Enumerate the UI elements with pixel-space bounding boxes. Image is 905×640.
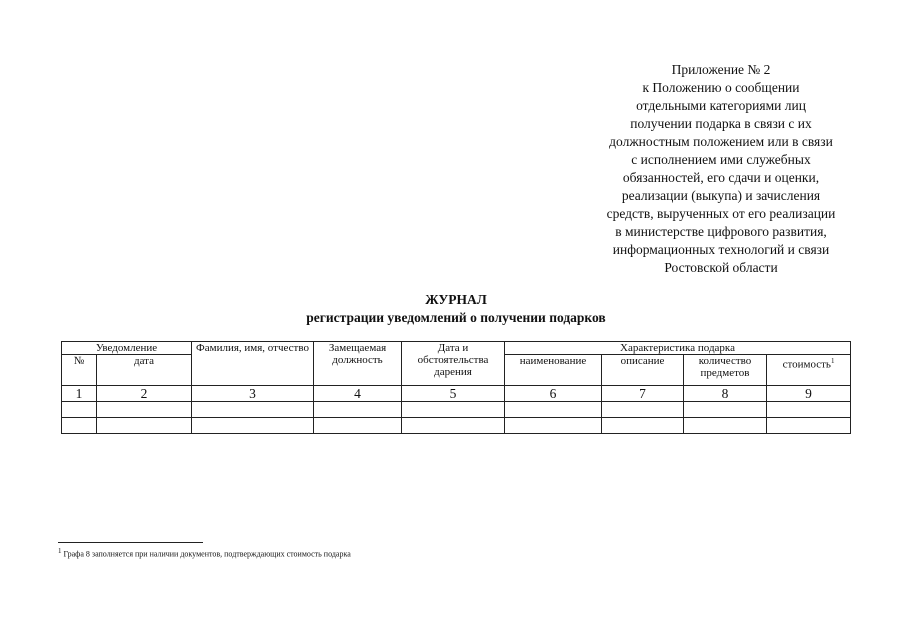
appendix-line: к Положению о сообщении <box>642 80 800 95</box>
header-date: дата <box>97 355 192 386</box>
appendix-line: с исполнением ими служебных <box>631 152 811 167</box>
table-cell <box>602 402 684 418</box>
table-row <box>62 418 851 434</box>
appendix-line: получении подарка в связи с их <box>630 116 812 131</box>
appendix-line: средств, вырученных от его реализации <box>606 206 836 221</box>
title-main: ЖУРНАЛ <box>425 292 487 307</box>
appendix-line: должностным положением или в связи <box>609 134 833 149</box>
header-position: Замещаемая должность <box>314 342 402 386</box>
table-cell <box>192 418 314 434</box>
header-cost <box>767 355 851 386</box>
table-cell <box>402 402 505 418</box>
table-cell <box>62 418 97 434</box>
footnote-mark: 1 <box>58 547 62 555</box>
header-quantity: количество предметов <box>684 355 767 386</box>
header-circumstances: Дата и обстоятельства дарения <box>402 342 505 386</box>
column-number-row <box>62 386 851 402</box>
column-number: 2 <box>97 386 192 402</box>
appendix-line: реализации (выкупа) и зачисления <box>621 188 821 203</box>
table-cell <box>505 402 602 418</box>
table-cell <box>684 402 767 418</box>
table-cell <box>192 402 314 418</box>
column-number: 1 <box>62 386 97 402</box>
footnote-ref: 1 <box>830 357 835 365</box>
column-number: 6 <box>505 386 602 402</box>
table-cell <box>97 402 192 418</box>
footnote <box>58 547 351 559</box>
appendix-note <box>570 61 872 277</box>
table-cell <box>314 402 402 418</box>
header-description: описание <box>602 355 684 386</box>
column-number: 9 <box>767 386 851 402</box>
gift-registration-table <box>61 341 851 434</box>
table-cell <box>505 418 602 434</box>
header-gift-characteristics: Характеристика подарка <box>505 342 851 355</box>
table-cell <box>767 418 851 434</box>
column-number: 8 <box>684 386 767 402</box>
header-number: № <box>62 355 97 386</box>
table-cell <box>402 418 505 434</box>
table-cell <box>684 418 767 434</box>
column-number: 7 <box>602 386 684 402</box>
table-cell <box>314 418 402 434</box>
title-sub: регистрации уведомлений о получении подарков <box>306 310 606 325</box>
table-cell <box>767 402 851 418</box>
appendix-line: в министерстве цифрового развития, <box>615 224 827 239</box>
table-cell <box>602 418 684 434</box>
table-row <box>62 402 851 418</box>
appendix-line: Приложение № 2 <box>671 62 771 77</box>
appendix-line: отдельными категориями лиц <box>636 98 806 113</box>
appendix-line: обязанностей, его сдачи и оценки, <box>622 170 820 185</box>
document-title <box>0 291 905 327</box>
footnote-text: Графа 8 заполняется при наличии документов, подтверждающих стоимость подарка <box>61 549 351 559</box>
appendix-line: Ростовской области <box>664 260 778 275</box>
header-full-name: Фамилия, имя, отчество <box>192 342 314 386</box>
footnote-divider <box>58 542 203 543</box>
column-number: 3 <box>192 386 314 402</box>
column-number: 4 <box>314 386 402 402</box>
header-gift-name: наименование <box>505 355 602 386</box>
header-notification: Уведомление <box>62 342 192 355</box>
header-cost-label: стоимость <box>782 358 831 371</box>
appendix-line: информационных технологий и связи <box>612 242 830 257</box>
table-cell <box>62 402 97 418</box>
table-cell <box>97 418 192 434</box>
column-number: 5 <box>402 386 505 402</box>
